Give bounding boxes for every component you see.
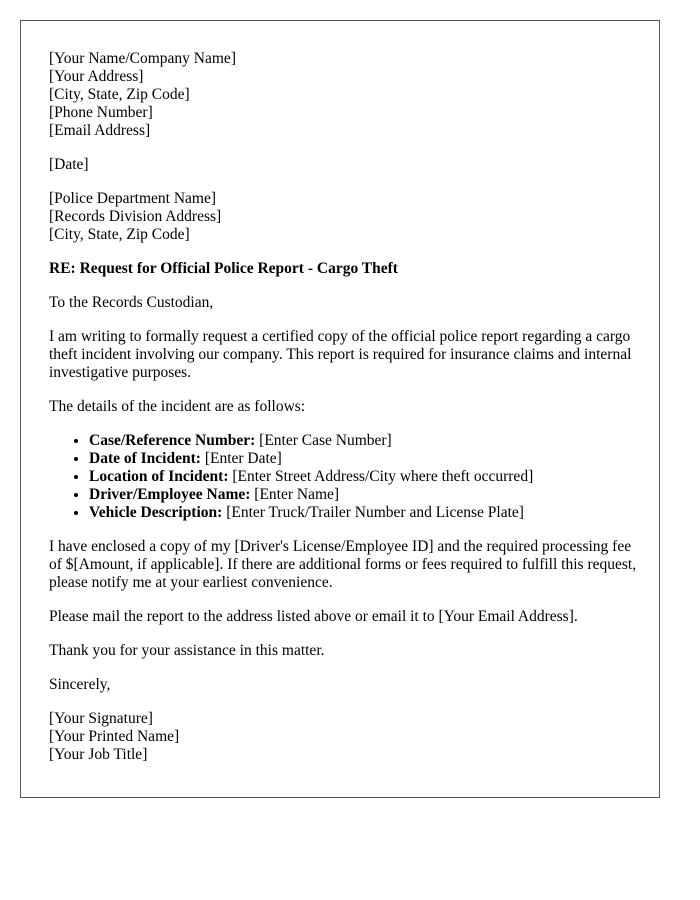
recipient-department: [Police Department Name]: [49, 190, 216, 207]
sender-email: [Email Address]: [49, 122, 151, 139]
signature-placeholder: [Your Signature]: [49, 710, 153, 727]
intro-paragraph: I am writing to formally request a certified copy of the official police report regarding a cargo theft incident involving our company. This report is required for insurance claims and internal investigative purposes.: [49, 328, 632, 381]
sender-phone: [Phone Number]: [49, 104, 153, 121]
mail-paragraph: Please mail the report to the address listed above or email it to [Your Email Address].: [49, 608, 578, 625]
sender-address: [Your Address]: [49, 68, 144, 85]
sender-city-state-zip: [City, State, Zip Code]: [49, 86, 190, 103]
incident-details-list: [49, 432, 639, 522]
signature-block: [49, 710, 639, 764]
printed-name: [Your Printed Name]: [49, 728, 180, 745]
detail-label: Vehicle Description:: [89, 504, 223, 521]
list-item: [89, 432, 639, 450]
list-item: [89, 450, 639, 468]
detail-label: Date of Incident:: [89, 450, 201, 467]
list-item: [89, 504, 639, 522]
thanks-line: Thank you for your assistance in this matter.: [49, 642, 325, 659]
detail-value: [Enter Date]: [200, 450, 282, 467]
detail-value: [Enter Street Address/City where theft occurred]: [228, 468, 534, 485]
details-intro: The details of the incident are as follows:: [49, 398, 306, 415]
detail-value: [Enter Name]: [250, 486, 340, 503]
letter-page: [20, 20, 660, 798]
recipient-block: [49, 190, 639, 244]
detail-label: Location of Incident:: [89, 468, 229, 485]
sender-name: [Your Name/Company Name]: [49, 50, 236, 67]
detail-value: [Enter Truck/Trailer Number and License Plate]: [222, 504, 524, 521]
letter-content: [49, 50, 639, 764]
detail-label: Driver/Employee Name:: [89, 486, 251, 503]
list-item: [89, 486, 639, 504]
detail-value: [Enter Case Number]: [255, 432, 392, 449]
subject-line: RE: Request for Official Police Report - Cargo Theft: [49, 260, 398, 277]
enclosure-paragraph: I have enclosed a copy of my [Driver's License/Employee ID] and the required processing fee of $[Amount, if applicable]. If there are additional forms or fees required to fulfill this request, please notify me at your earliest convenience.: [49, 538, 637, 591]
job-title: [Your Job Title]: [49, 746, 148, 763]
list-item: [89, 468, 639, 486]
closing-line: Sincerely,: [49, 676, 111, 693]
recipient-address: [Records Division Address]: [49, 208, 222, 225]
salutation: To the Records Custodian,: [49, 294, 214, 311]
recipient-city-state-zip: [City, State, Zip Code]: [49, 226, 190, 243]
detail-label: Case/Reference Number:: [89, 432, 256, 449]
sender-block: [49, 50, 639, 140]
date-line: [Date]: [49, 156, 89, 173]
